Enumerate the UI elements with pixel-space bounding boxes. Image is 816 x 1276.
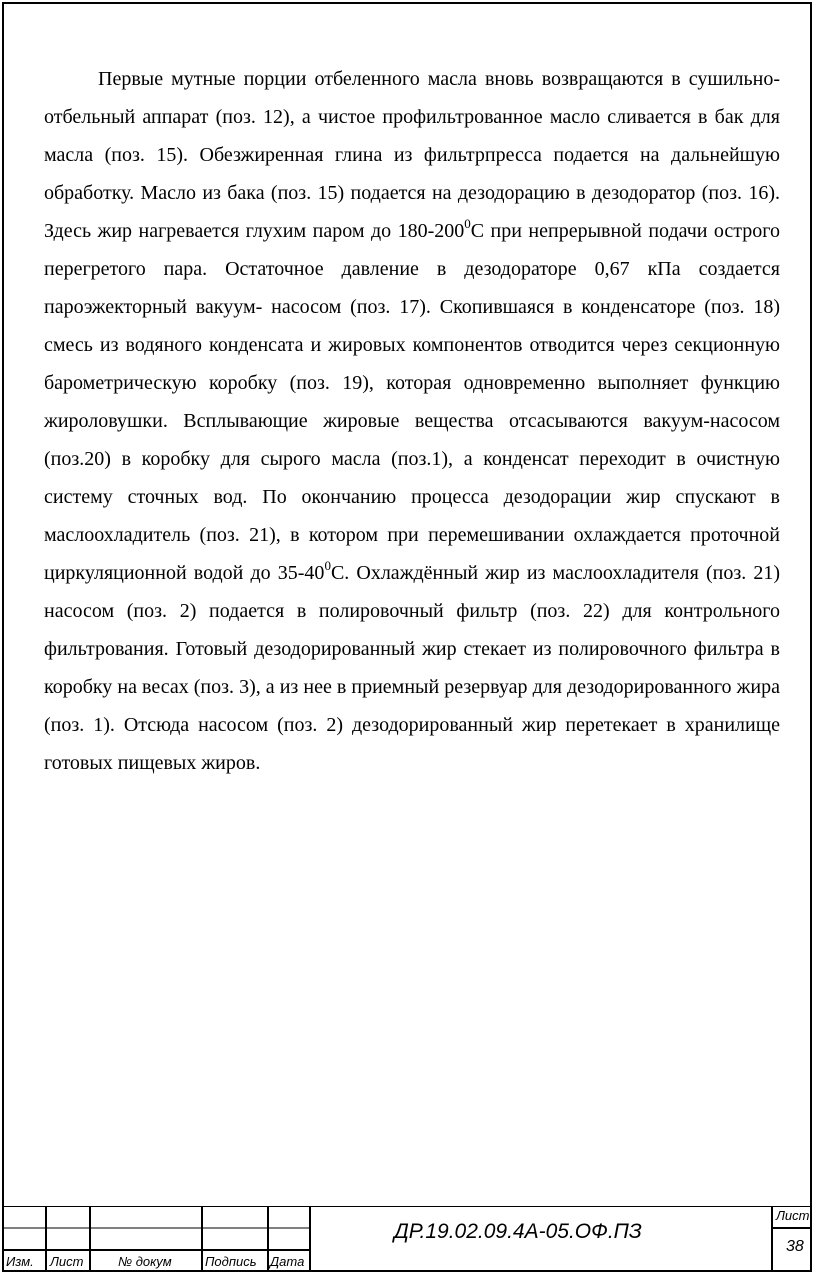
text-run-1: Первые мутные порции отбеленного масла вновь возвращаются в сушильно-отбельный аппарат (поз. 12), а чистое профильтрованное масло сливается в бак для масла (поз. 15). Обезжиренная глина из фильтрпресса подается на дальнейшую обработку. Масло из бака (поз. 15) подается на дезодорацию в дезодоратор (поз. 16). Здесь жир нагревается глухим паром до 180-200	[44, 68, 780, 242]
text-run-3: С. Охлаждённый жир из маслоохладителя (поз. 21) насосом (поз. 2) подается в полировочный фильтр (поз. 22) для контрольного фильтрования. Готовый дезодорированный жир стекает из полировочного фильтра в коробку на весах (поз. 3), а из нее в приемный резервуар для дезодорированного жира (поз. 1). Отсюда насосом (поз. 2) дезодорированный жир перетекает в хранилище готовых пищевых жиров.	[44, 562, 780, 774]
text-run-2: С при непрерывной подачи острого перегретого пара. Остаточное давление в дезодораторе 0,67 кПа создается пароэжекторный вакуум- насосом (поз. 17). Скопившаяся в конденсаторе (поз. 18) смесь из водяного конденсата и жировых компонентов отводится через секционную барометрическую коробку (поз. 19), которая одновременно выполняет функцию жироловушки. Всплывающие жировые вещества отсасываются вакуум-насосом (поз.20) в коробку для сырого масла (поз.1), а конденсат переходит в очистную систему сточных вод. По окончанию процесса дезодорации жир спускают в маслоохладитель (поз. 21), в котором при перемешивании охлаждается проточной циркуляционной водой до 35-40	[44, 220, 780, 584]
sheet-label: Лист	[776, 1208, 810, 1223]
document-code: ДР.19.02.09.4А-05.ОФ.ПЗ	[394, 1220, 642, 1243]
document-body	[44, 60, 780, 782]
body-paragraph	[44, 60, 780, 782]
column-label-date: Дата	[270, 1254, 305, 1269]
column-label-document-number: № докум	[118, 1254, 172, 1269]
sheet-number: 38	[786, 1238, 804, 1255]
title-block	[2, 1206, 812, 1272]
column-label-signature: Подпись	[205, 1254, 257, 1269]
column-label-sheet: Лист	[50, 1254, 84, 1269]
column-label-change: Изм.	[6, 1254, 34, 1269]
degree-superscript-1: 0	[464, 216, 471, 232]
degree-superscript-2: 0	[324, 558, 331, 574]
